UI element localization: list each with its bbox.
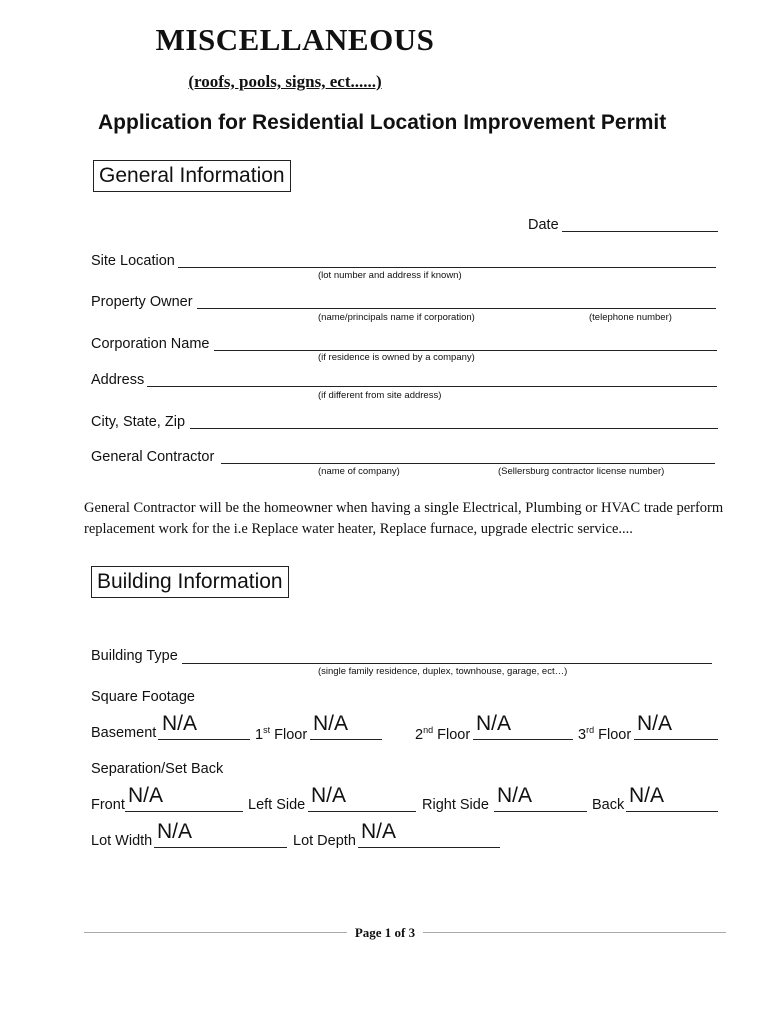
basement-label: Basement — [91, 725, 157, 741]
general-contractor-label: General Contractor — [91, 449, 215, 465]
general-contractor-field[interactable] — [221, 463, 715, 464]
third-floor-field[interactable] — [634, 739, 718, 740]
second-floor-label: 2nd Floor — [415, 725, 471, 743]
first-floor-field[interactable] — [310, 739, 382, 740]
site-location-label: Site Location — [91, 253, 175, 269]
corporation-name-hint: (if residence is owned by a company) — [318, 352, 475, 363]
city-state-zip-field[interactable] — [190, 428, 718, 429]
left-side-label: Left Side — [248, 797, 306, 813]
property-owner-label: Property Owner — [91, 294, 193, 310]
general-information-heading: General Information — [93, 160, 291, 192]
back-field[interactable] — [626, 811, 718, 812]
front-value: N/A — [128, 784, 164, 807]
back-value: N/A — [629, 784, 665, 807]
general-contractor-hint: (name of company) — [318, 466, 400, 477]
first-floor-value: N/A — [313, 712, 349, 735]
separation-setback-label: Separation/Set Back — [91, 761, 224, 777]
date-field[interactable] — [562, 231, 718, 232]
right-side-label: Right Side — [422, 797, 489, 813]
second-floor-value: N/A — [476, 712, 512, 735]
site-location-hint: (lot number and address if known) — [318, 270, 462, 281]
address-hint: (if different from site address) — [318, 390, 442, 401]
lot-width-label: Lot Width — [91, 833, 153, 849]
property-owner-field[interactable] — [197, 308, 716, 309]
form-title: Application for Residential Location Improvement Permit — [98, 111, 667, 134]
basement-value: N/A — [162, 712, 198, 735]
lot-width-value: N/A — [157, 820, 193, 843]
front-label: Front — [91, 797, 125, 813]
third-floor-label: 3rd Floor — [578, 725, 632, 743]
property-owner-hint: (name/principals name if corporation) — [318, 312, 475, 323]
left-side-value: N/A — [311, 784, 347, 807]
left-side-field[interactable] — [308, 811, 416, 812]
first-floor-label: 1st Floor — [255, 725, 308, 743]
date-label: Date — [528, 217, 559, 233]
contractor-license-hint: (Sellersburg contractor license number) — [498, 466, 665, 477]
right-side-value: N/A — [497, 784, 533, 807]
basement-field[interactable] — [158, 739, 250, 740]
building-type-label: Building Type — [91, 648, 178, 664]
square-footage-label: Square Footage — [91, 689, 195, 705]
address-field[interactable] — [147, 386, 717, 387]
building-type-hint: (single family residence, duplex, townhouse, garage, ect…) — [318, 666, 568, 677]
document-subtitle: (roofs, pools, signs, ect......) — [188, 72, 382, 91]
property-owner-phone-hint: (telephone number) — [589, 312, 672, 323]
document-title: MISCELLANEOUS — [155, 22, 435, 57]
page-number: Page 1 of 3 — [0, 924, 770, 942]
lot-depth-field[interactable] — [358, 847, 500, 848]
city-state-zip-label: City, State, Zip — [91, 414, 186, 430]
building-information-heading: Building Information — [91, 566, 289, 598]
site-location-field[interactable] — [178, 267, 716, 268]
lot-depth-label: Lot Depth — [293, 833, 356, 849]
right-side-field[interactable] — [494, 811, 587, 812]
corporation-name-field[interactable] — [214, 350, 717, 351]
lot-depth-value: N/A — [361, 820, 397, 843]
contractor-note: General Contractor will be the homeowner when having a single Electrical, Plumbing or HVAC trade perform replacement work for the i.e Replace water heater, Replace furnace, upgrade electric service.... — [84, 500, 724, 537]
building-type-field[interactable] — [182, 663, 712, 664]
front-field[interactable] — [125, 811, 243, 812]
second-floor-field[interactable] — [473, 739, 573, 740]
back-label: Back — [592, 797, 625, 813]
third-floor-value: N/A — [637, 712, 673, 735]
address-label: Address — [91, 372, 145, 388]
lot-width-field[interactable] — [154, 847, 287, 848]
corporation-name-label: Corporation Name — [91, 336, 210, 352]
